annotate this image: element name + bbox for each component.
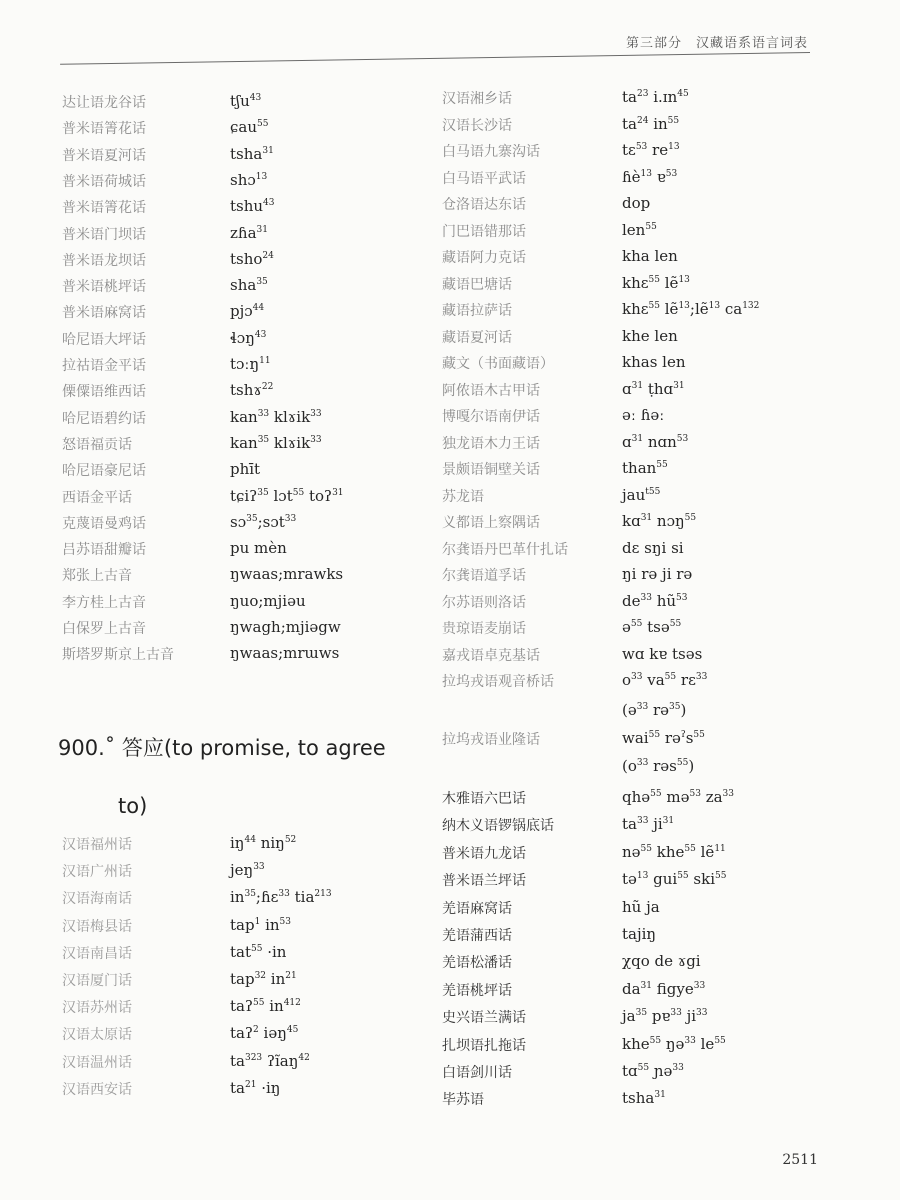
dialect-name: 普米语兰坪话 (442, 873, 526, 890)
dialect-name: 汉语西安话 (62, 1081, 132, 1098)
phonetic-form: ɑ$^{31}$ ṭhɑ$^{31}$ (622, 379, 685, 398)
phonetic-form: tshɤ$^{22}$ (230, 381, 274, 400)
phonetic-form: $ta^{24}$ $in^{55}$ (622, 114, 680, 133)
phonetic-form: jau$^{t55}$ (622, 485, 661, 504)
dialect-name: 纳木义语锣锅底话 (442, 818, 554, 835)
phonetic-form: tɑ$^{55}$ ɲə$^{33}$ (622, 1062, 684, 1080)
phonetic-form: wɑ kɐ tsəs (622, 644, 703, 663)
phonetic-form: tap$^1$ $in^{53}$ (230, 915, 291, 934)
dialect-name: 吕苏语甜瓣话 (62, 542, 146, 559)
entry-heading-continued: to) (118, 794, 148, 818)
dialect-name: 普米语箐花话 (62, 200, 146, 217)
dialect-name: 普米语箐花话 (62, 121, 146, 138)
phonetic-form: sha$^{35}$ (230, 276, 268, 295)
dialect-name: 汉语福州话 (62, 837, 132, 853)
dialect-name: 羌语麻窝话 (442, 900, 512, 917)
phonetic-form: ($o^{33}$ rəs$^{55}$) (622, 757, 695, 775)
dialect-name: 克蔑语曼鸡话 (62, 515, 146, 532)
dialect-name: 贵琼语麦崩话 (442, 621, 526, 637)
phonetic-form: tʃu$^{43}$ (230, 92, 262, 110)
phonetic-form: tɛ$^{53}$ $re^{13}$ (622, 141, 680, 159)
phonetic-form: tsha$^{31}$ (230, 144, 274, 163)
dialect-name: 普米语夏河话 (62, 147, 146, 164)
dialect-name: 汉语长沙话 (442, 117, 512, 134)
phonetic-form: kan$^{33}$ klɤik$^{33}$ (230, 407, 322, 426)
dialect-name: 藏语巴塘话 (442, 276, 512, 293)
dialect-name: 汉语厦门话 (62, 973, 132, 989)
dialect-name: 木雅语六巴话 (442, 791, 526, 807)
dialect-name: 哈尼语大坪话 (62, 331, 146, 348)
phonetic-form: khe$^{55}$ ŋə$^{33}$ $le^{55}$ (622, 1034, 726, 1053)
dialect-name: 阿侬语木古甲话 (442, 382, 540, 399)
dialect-name: 尔龚语丹巴革什扎话 (442, 541, 568, 558)
phonetic-form: ɬɔŋ$^{43}$ (230, 328, 267, 347)
dialect-name: 羌语松潘话 (442, 955, 512, 972)
phonetic-form: phīt (230, 460, 261, 479)
phonetic-form: tap$^{32}$ $in^{21}$ (230, 970, 297, 988)
phonetic-form: $ta^{21}$ ·iŋ (230, 1078, 281, 1097)
phonetic-form: hũ ja (622, 897, 660, 916)
dialect-name: 普米语荷城话 (62, 173, 146, 190)
dialect-name: 史兴语兰满话 (442, 1010, 526, 1027)
phonetic-form: pjɔ$^{44}$ (230, 302, 265, 321)
dialect-name: 门巴语错那话 (442, 223, 526, 240)
running-header: 第三部分 汉藏语系语言词表 (625, 36, 808, 51)
dialect-name: 汉语太原话 (62, 1027, 132, 1044)
phonetic-form: than$^{55}$ (622, 459, 668, 477)
dialect-name: 普米语桃坪话 (62, 279, 146, 296)
phonetic-form: əː ɦəː (622, 406, 665, 424)
phonetic-form: tsha$^{31}$ (622, 1089, 666, 1108)
dialect-name: 哈尼语豪尼话 (62, 463, 146, 480)
dialect-name: 藏文（书面藏语） (442, 356, 554, 372)
dialect-name: 怒语福贡话 (62, 436, 132, 453)
dialect-name: 白马语九寨沟话 (442, 144, 540, 160)
phonetic-form: $ta^{323}$ ʔĩaŋ$^{42}$ (230, 1051, 310, 1070)
dialect-name: 汉语苏州话 (62, 1000, 132, 1017)
dialect-name: 普米语九龙话 (442, 845, 526, 862)
dialect-name: 景颇语铜壁关话 (442, 462, 540, 478)
phonetic-form: $o^{33}$ $va^{55}$ rɛ$^{33}$ (622, 671, 708, 689)
phonetic-form: pu mèn (230, 539, 287, 558)
dialect-name: 博嘎尔语南伊话 (442, 409, 540, 425)
dialect-name: 汉语梅县话 (62, 918, 132, 935)
phonetic-form: ŋwaas;mrɯws (230, 644, 340, 663)
dialect-name: 傈僳语维西话 (62, 384, 146, 401)
dialect-name: 藏语拉萨话 (442, 303, 512, 319)
phonetic-form: $ta^{23}$ i.ɪn$^{45}$ (622, 88, 689, 106)
phonetic-form: khe len (622, 326, 678, 345)
dialect-name: 汉语湘乡话 (442, 91, 512, 107)
phonetic-form: tshu$^{43}$ (230, 197, 275, 216)
phonetic-form: ə$^{55}$ tsə$^{55}$ (622, 618, 682, 636)
dialect-name: 白马语平武话 (442, 170, 526, 187)
phonetic-form: taʔ$^2$ iəŋ$^{45}$ (230, 1024, 299, 1043)
phonetic-form: kɑ$^{31}$ nɔŋ$^{55}$ (622, 512, 697, 530)
dialect-name: 拉祜语金平话 (62, 358, 146, 374)
phonetic-form: ɕau$^{55}$ (230, 118, 269, 137)
dialect-name: 郑张上古音 (62, 568, 132, 585)
phonetic-form: ɦè$^{13}$ ɐ$^{53}$ (622, 167, 678, 186)
dialect-name: 羌语桃坪话 (442, 982, 512, 999)
dialect-name: 苏龙语 (442, 488, 484, 505)
phonetic-form: $ja^{35}$ pɐ$^{33}$ $ji^{33}$ (622, 1007, 708, 1026)
phonetic-form: sɔ$^{35}$;sɔt$^{33}$ (230, 512, 297, 531)
dialect-name: 尔龚语道孚话 (442, 568, 526, 584)
phonetic-form: jeŋ$^{33}$ (230, 861, 265, 880)
dialect-name: 哈尼语碧约话 (62, 410, 146, 427)
phonetic-form: ŋwagh;mjiəgw (230, 618, 341, 636)
phonetic-form: $da^{31}$ figye$^{33}$ (622, 979, 706, 998)
phonetic-form: $in^{35};ɦɛ^{33}$ tia$^{213}$ (230, 888, 332, 907)
phonetic-form: qhə$^{55}$ mə$^{53}$ $za^{33}$ (622, 788, 734, 806)
phonetic-form: kan$^{35}$ klɤik$^{33}$ (230, 433, 322, 452)
dialect-name: 毕苏语 (442, 1092, 484, 1109)
phonetic-form: dop (622, 194, 651, 212)
phonetic-form: khas len (622, 353, 686, 371)
phonetic-form: tə$^{13}$ gui$^{55}$ ski$^{55}$ (622, 870, 727, 889)
dialect-name: 白语剑川话 (442, 1065, 512, 1081)
phonetic-form: ŋi rə ji rə (622, 565, 693, 583)
dialect-name: 扎坝语扎拖话 (442, 1037, 526, 1054)
phonetic-form: tajiŋ (622, 925, 657, 943)
dialect-name: 达让语龙谷话 (62, 95, 146, 111)
phonetic-form: khɛ$^{55}$ lẽ$^{13}$;lẽ$^{13}$ $ca^{132}$ (622, 300, 760, 318)
phonetic-form: wai$^{55}$ $rə^ʔs^{55}$ (622, 729, 705, 747)
dialect-name: 汉语广州话 (62, 864, 132, 881)
dialect-name: 独龙语木力王话 (442, 435, 540, 452)
dialect-name: 仓洛语达东话 (442, 197, 526, 213)
phonetic-form: tat$^{55}$ ·in (230, 942, 287, 961)
phonetic-form: zɦa$^{31}$ (230, 223, 268, 242)
phonetic-form: len$^{55}$ (622, 220, 657, 239)
dialect-name: 藏语夏河话 (442, 329, 512, 346)
phonetic-form: (ə$^{33}$ rə$^{35}$) (622, 701, 687, 719)
phonetic-form: tɔːŋ$^{11}$ (230, 355, 271, 373)
dialect-name: 藏语阿力克话 (442, 250, 526, 266)
phonetic-form: ŋuo;mjiəu (230, 591, 306, 610)
dialect-name: 普米语门坝话 (62, 226, 146, 243)
page-number: 2511 (782, 1152, 818, 1168)
dialect-name: 李方桂上古音 (62, 594, 146, 611)
dialect-name: 拉坞戎语观音桥话 (442, 674, 554, 690)
phonetic-form: dɛ sŋi si (622, 538, 684, 557)
phonetic-form: khɛ$^{55}$ lẽ$^{13}$ (622, 273, 690, 292)
dialect-name: 西语金平话 (62, 489, 132, 506)
entry-heading: 900.˚ 答应(to promise, to agree (58, 736, 386, 760)
phonetic-form: tɕiʔ$^{35}$ lɔt$^{55}$ toʔ$^{31}$ (230, 486, 344, 505)
phonetic-form: $de^{33}$ $hũ^{53}$ (622, 591, 688, 610)
dialect-name: 义都语上察隅话 (442, 515, 540, 531)
dialect-name: 嘉戎语卓克基话 (442, 647, 540, 664)
dialect-name: 白保罗上古音 (62, 621, 146, 637)
dialect-name: 尔苏语则洛话 (442, 594, 526, 611)
dialect-name: 羌语蒲西话 (442, 928, 512, 944)
dialect-name: 普米语麻窝话 (62, 305, 146, 322)
dialect-name: 汉语海南话 (62, 891, 132, 908)
header-rule (60, 52, 810, 65)
phonetic-form: nə$^{55}$ khe$^{55}$ lẽ$^{11}$ (622, 842, 726, 861)
dialect-name: 斯塔罗斯京上古音 (62, 647, 174, 664)
phonetic-form: taʔ$^{55}$ $in^{412}$ (230, 997, 301, 1016)
phonetic-form: $iŋ^{44}$ niŋ$^{52}$ (230, 834, 297, 852)
phonetic-form: $ta^{33}$ $ji^{31}$ (622, 815, 675, 834)
phonetic-form: χqo de ɤgi (622, 952, 701, 971)
phonetic-form: ɑ$^{31}$ nɑn$^{53}$ (622, 432, 689, 451)
dialect-name: 汉语温州话 (62, 1054, 132, 1071)
dialect-name: 汉语南昌话 (62, 945, 132, 962)
phonetic-form: ŋwaas;mrawks (230, 565, 344, 584)
dialect-name: 普米语龙坝话 (62, 252, 146, 269)
phonetic-form: tsho$^{24}$ (230, 249, 274, 268)
phonetic-form: shɔ$^{13}$ (230, 170, 268, 189)
phonetic-form: kha len (622, 247, 678, 265)
dialect-name: 拉坞戎语业隆话 (442, 732, 540, 748)
